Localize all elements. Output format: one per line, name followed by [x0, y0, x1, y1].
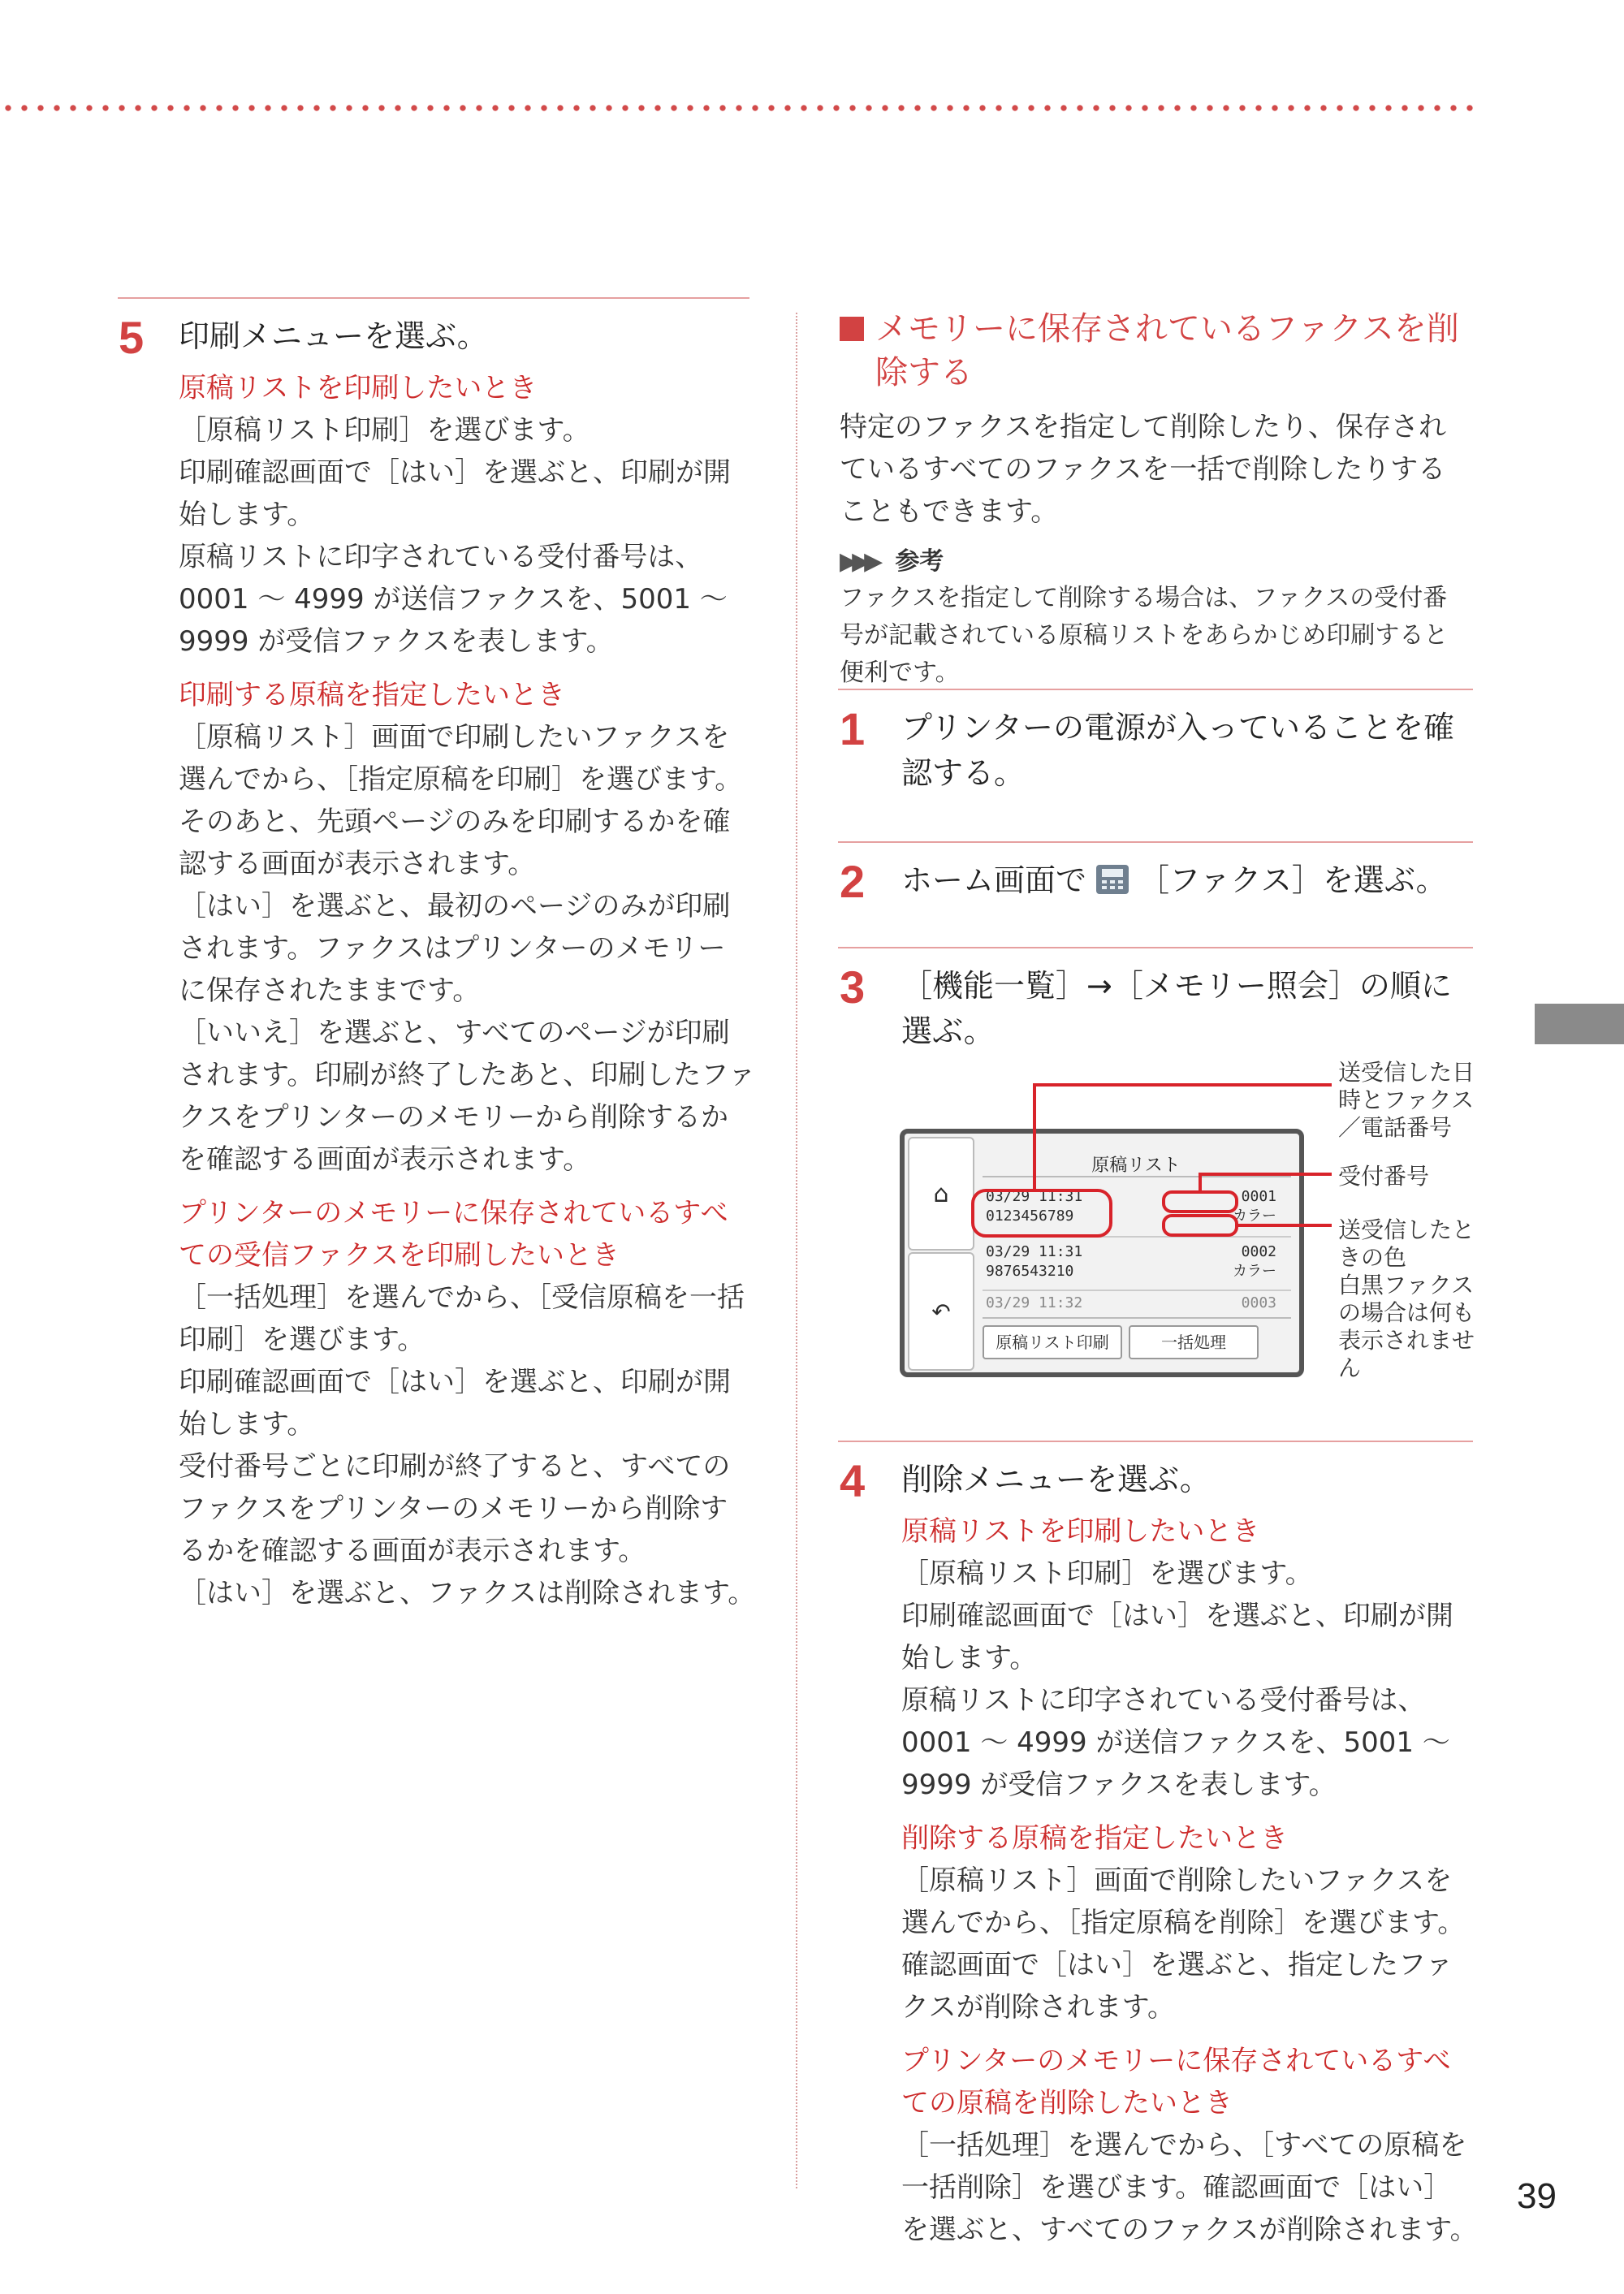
subheading: 原稿リストを印刷したいとき [901, 1515, 1260, 1548]
row-id: 0002 [1241, 1243, 1276, 1260]
dotted-header-rule [0, 104, 1478, 112]
step-title-3: ［機能一覧］→［メモリー照会］の順に 選ぶ。 [901, 968, 1452, 1049]
step-number-2: 2 [840, 856, 866, 907]
annotation-datetime: 送受信した日 時とファクス ／電話番号 [1338, 1059, 1475, 1141]
step-number-4: 4 [840, 1455, 866, 1506]
divider [983, 1290, 1291, 1291]
row-color: カラー [1233, 1207, 1276, 1225]
step-title-1: プリンターの電源が入っていることを確 認する。 [901, 710, 1454, 791]
step4-content [901, 1510, 1486, 2262]
subheading: 印刷する原稿を指定したいとき [179, 679, 565, 711]
side-tab-marker [1535, 1004, 1624, 1044]
print-list-button[interactable]: 原稿リスト印刷 [983, 1325, 1122, 1359]
step5-content [179, 367, 763, 1626]
step5-sub2 [179, 674, 763, 1181]
step-title-2 [901, 858, 1447, 903]
row-datetime: 03/29 11:31 [986, 1188, 1083, 1205]
step5-sub1 [179, 367, 763, 663]
step-rule [838, 947, 1473, 948]
back-button[interactable] [908, 1252, 974, 1371]
step-title-4: 削除メニューを選ぶ。 [901, 1462, 1211, 1497]
paragraph: ［一括処理］を選んでから、［受信原稿を一括 印刷］を選びます。 印刷確認画面で［はい］を選ぶと、印刷が開 始します。 受付番号ごとに印刷が終了すると、すべての ファクスをプリンターのメモリーから削除す るかを確認する画面が表示されます。 ［はい］を選ぶと、ファクスは削除されます。 [179, 1281, 756, 1609]
step4-sub2 [901, 1817, 1486, 2028]
paragraph: ［一括処理］を選んでから、［すべての原稿を 一括削除］を選びます。確認画面で［はい］ を選ぶと、すべてのファクスが削除されます。 [901, 2129, 1478, 2246]
section-title [840, 307, 1489, 395]
printer-screen [900, 1129, 1304, 1377]
step-number-1: 1 [840, 703, 866, 754]
subheading: プリンターのメモリーに保存されているすべ ての原稿を削除したいとき [901, 2045, 1451, 2119]
column-separator [796, 313, 797, 2188]
row-id: 0003 [1241, 1294, 1276, 1311]
annotation-color: 送受信したと きの色 白黒ファクス の場合は何も 表示されませ ん [1338, 1216, 1475, 1381]
paragraph: ［原稿リスト印刷］を選びます。 印刷確認画面で［はい］を選ぶと、印刷が開 始します。 原稿リストに印字されている受付番号は、 0001 〜 4999 が送信ファクスを、5001 〜 9999 が受信ファクスを表します。 [901, 1557, 1453, 1801]
divider [983, 1317, 1291, 1319]
step5-sub3 [179, 1192, 763, 1614]
screen-title: 原稿リスト [1091, 1155, 1181, 1175]
row-datetime: 03/29 11:32 [986, 1294, 1083, 1311]
subheading: 原稿リストを印刷したいとき [179, 372, 538, 404]
reference-label: 参考 [895, 547, 944, 576]
row-number: 9876543210 [986, 1263, 1074, 1280]
list-item[interactable] [986, 1294, 1286, 1312]
row-datetime: 03/29 11:31 [986, 1243, 1083, 1260]
fax-icon [1095, 862, 1130, 897]
subheading: プリンターのメモリーに保存されているすべ ての受信ファクスを印刷したいとき [179, 1197, 728, 1272]
step-rule [118, 297, 749, 299]
row-color: カラー [1233, 1263, 1276, 1280]
home-icon: ⌂ [933, 1179, 949, 1208]
annotation-id: 受付番号 [1338, 1163, 1430, 1190]
back-arrow-icon: ↶ [931, 1298, 951, 1325]
step-rule [838, 689, 1473, 690]
step-number-3: 3 [840, 961, 866, 1013]
divider [983, 1176, 1291, 1177]
square-bullet-icon [840, 317, 864, 341]
subheading: 削除する原稿を指定したいとき [901, 1822, 1288, 1855]
paragraph: ［原稿リスト］画面で印刷したいファクスを 選んでから、［指定原稿を印刷］を選びます。 そのあと、先頭ページのみを印刷するかを確 認する画面が表示されます。 ［はい］を選ぶと、最初のページのみが印刷 されます。ファクスはプリンターのメモリー に保存されたままです。 ［いいえ］を選ぶと、すべてのページが印刷 されます。印刷が終了したあと、印刷したファ クスをプリンターのメモリーから削除するか を確認する画面が表示されます。 [179, 721, 756, 1176]
list-item[interactable] [986, 1242, 1286, 1288]
step4-sub1 [901, 1510, 1486, 1806]
reference-header [840, 541, 1481, 577]
row-id: 0001 [1241, 1188, 1276, 1205]
row-number: 0123456789 [986, 1207, 1074, 1225]
section-title-text: メモリーに保存されているファクスを削 除する [875, 310, 1459, 391]
step-rule [838, 841, 1473, 843]
step-rule [838, 1441, 1473, 1442]
intro-block [840, 406, 1481, 692]
step2-text-after: ［ファクス］を選ぶ。 [1138, 862, 1447, 898]
page-number: 39 [1517, 2176, 1557, 2216]
paragraph: ［原稿リスト］画面で削除したいファクスを 選んでから、［指定原稿を削除］を選びます。 確認画面で［はい］を選ぶと、指定したファ クスが削除されます。 [901, 1864, 1466, 2024]
intro-paragraph: 特定のファクスを指定して削除したり、保存され ているすべてのファクスを一括で削除したりする こともできます。 [840, 411, 1446, 528]
paragraph: ［原稿リスト印刷］を選びます。 印刷確認画面で［はい］を選ぶと、印刷が開 始します。 原稿リストに印字されている受付番号は、 0001 〜 4999 が送信ファクスを、5001 〜 9999 が受信ファクスを表します。 [179, 414, 731, 658]
step-title-5: 印刷メニューを選ぶ。 [179, 318, 488, 354]
batch-process-button[interactable]: 一括処理 [1129, 1325, 1259, 1359]
home-button[interactable] [908, 1137, 974, 1251]
reference-text: ファクスを指定して削除する場合は、ファクスの受付番 号が記載されている原稿リストをあらかじめ印刷すると 便利です。 [840, 584, 1449, 687]
step2-text-before: ホーム画面で [901, 862, 1087, 898]
list-item[interactable] [986, 1187, 1286, 1233]
step-number-5: 5 [119, 312, 145, 363]
divider [983, 1236, 1291, 1238]
step4-sub3 [901, 2040, 1486, 2251]
chevrons-icon: ▶▶▶ [840, 547, 877, 576]
